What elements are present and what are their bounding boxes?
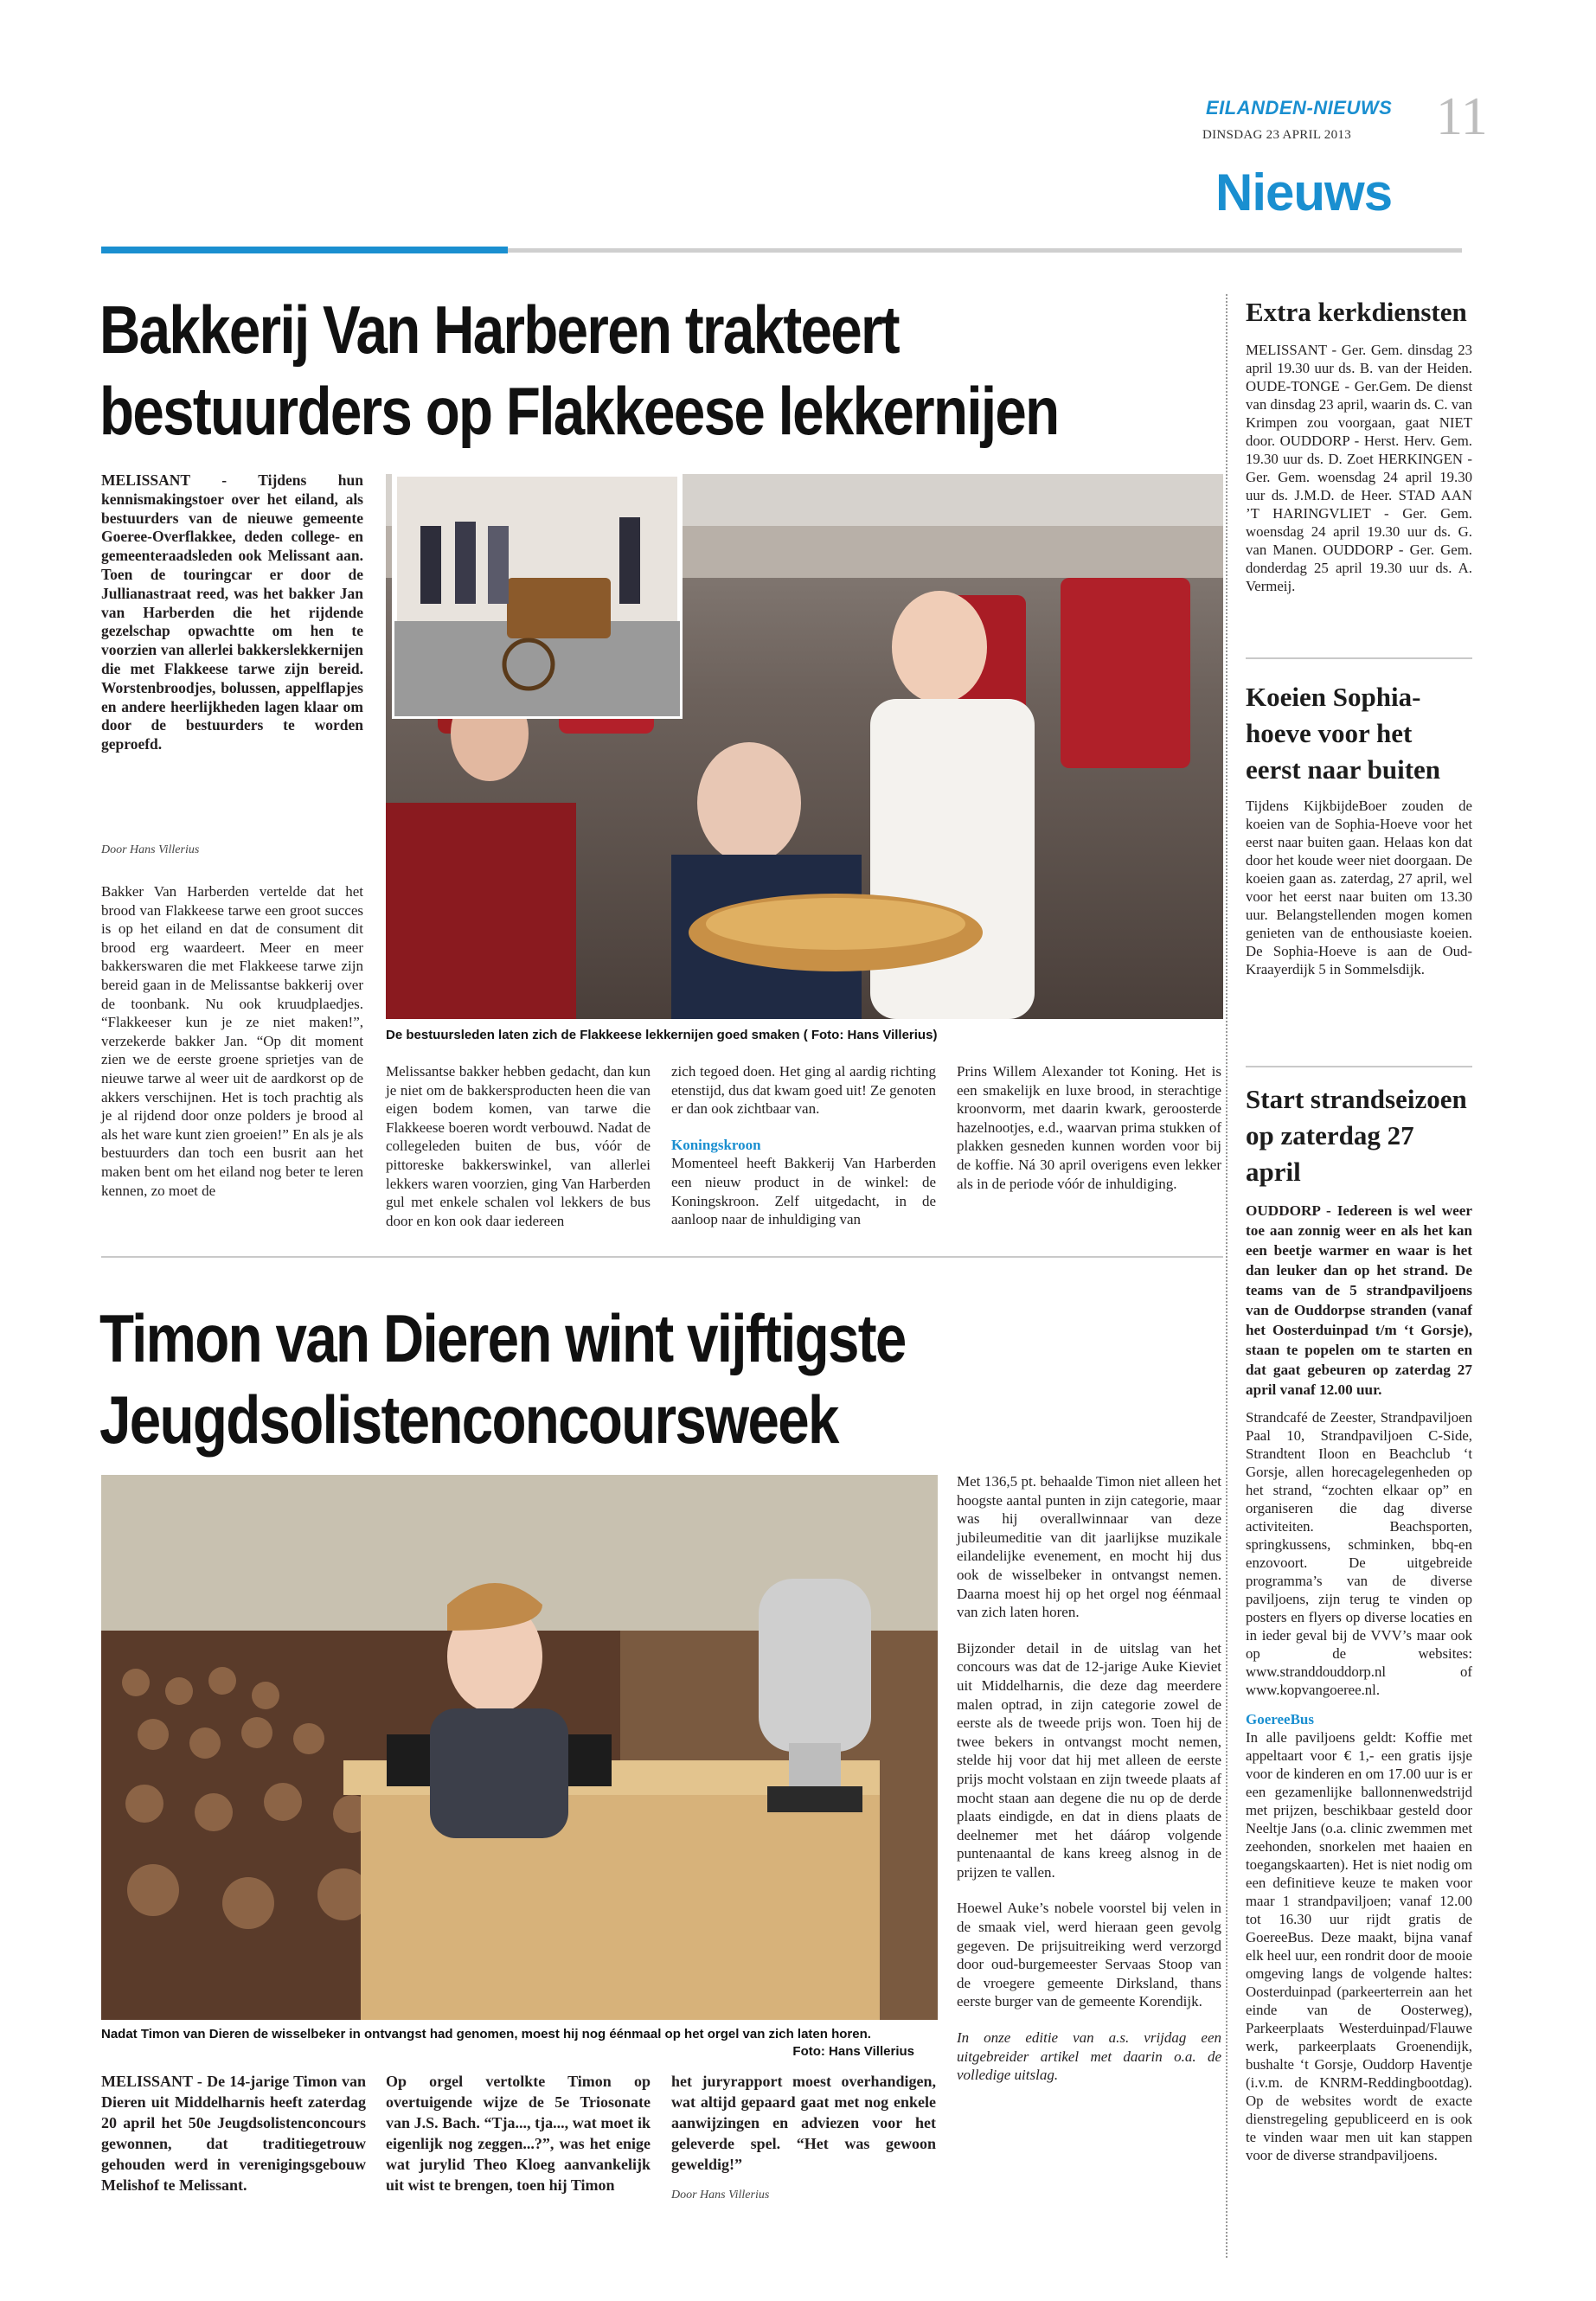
bus-photo xyxy=(386,474,1223,1019)
koeien-text: Tijdens KijkbijdeBoer zouden de koeien van de Sophia-Hoeve voor het eerst naar buiten gaan. Helaas kon dat door het koude weer niet doorgaan. De koeien gaan as. zaterdag, 27 april, wel voor het eerst naar buiten om 13.30 uur. Belangstellenden mogen komen genieten van de enthousiaste koeien. De Sophia-Hoeve is aan de Oud-Kraayerdijk 5 in Sommelsdijk. xyxy=(1246,798,1472,977)
article2-lead-col1: MELISSANT - De 14-jarige Timon van Dieren uit Middelharnis heeft zaterdag 20 april het 50e Jeugdsolistenconcours gewonnen, dat traditiegetrouw gehouden werd in verenigingsgebouw Melishof te Melissant. xyxy=(101,2073,366,2194)
paper-logo: EILANDEN-NIEUWS xyxy=(1206,97,1393,119)
article1-col4: Prins Willem Alexander tot Koning. Het is een smakelijk en luxe brood, in sterachtige kroonvorm, met daarin kwark, geroosterde hazelnootjes, e.d., waarvan prima stukken of plakken gesneden kunnen worden voor bij de koffie. Ná 30 april overigens even lekker als in de periode vóór de inhuldiging. xyxy=(957,1063,1221,1192)
goereebus-text: In alle paviljoens geldt: Koffie met appeltaart voor € 1,- een gratis ijsje voor de kinderen en om 17.00 uur is er een gezamenlijke ballonnenwedstrijd met prijzen, beschikbaar gesteld door Neeltje Jans (o.a. clinic zwemmen met zeehonden, snorkelen met haaien en toegangskaarten). Het is niet nodig om een definitieve keuze te maken voor maar 1 strandpaviljoen; vanaf 12.00 tot 16.30 uur rijdt gratis de GoereeBus. Deze maakt, bijna vanaf elk heel uur, een rondrit door de mooie omgeving langs de volgende haltes: Oosterduinpad (parkeerterrein aan het einde van de Oosterweg), Parkeerplaats Westerduinpad/Flauwe werk, parkeerplaats Groenendijk, bushalte ‘t Gorsje, Ouddorp Haventje (i.v.m. de KNRM-Reddingbootdag). Op de websites wordt de exacte dienstregeling gepubliceerd en is ook te vinden waar men uit kan stappen voor de diverse strandpaviljoens. xyxy=(1246,1729,1472,2163)
sidebar-strand xyxy=(1246,1081,1472,2164)
article2-lead-col2: Op orgel vertolkte Timon op overtuigende wijze de 5e Triosonate van J.S. Bach. “Tja..., tja..., wat moet ik eigenlijk nog zeggen...?”, was het enige wat jurylid Theo Kloeg aanvankelijk uit wist te brengen, toen hij Timon xyxy=(386,2073,651,2194)
kerkdiensten-title: Extra kerkdiensten xyxy=(1246,297,1467,327)
article1-col1: Bakker Van Harberden vertelde dat het brood van Flakkeese tarwe een groot succes is op het eiland en dat de consument dit brood erg waardeert. Meer en meer bakkerswaren die met Flakkeese tarwe zijn bereid gaan in de Melissantse bakkerij over de toonbank. Nu ook kruudplaedjes. “Flakkeeser kun je ze niet maken!”, verzekerde bakker Jan. “Op dit moment zien we de eerste groene sprietjes van de nieuwe tarwe al weer uit de aardkorst op de akkers verschijnen. Het is toch prachtig als je al rijdend door onze polders je brood al als het ware kunt zien groeien!” En als je als bestuurders dan toch een busrit aan het maken bent om het eiland nog beter te leren kennen, zo moet de xyxy=(101,883,363,1199)
article2-photo-credit: Foto: Hans Villerius xyxy=(792,2044,914,2059)
article2-photo-caption: Nadat Timon van Dieren de wisselbeker in ontvangst had genomen, moest hij nog éénmaal op het orgel van zich laten horen. Foto: Hans Villerius xyxy=(101,2027,914,2059)
koeien-title: Koeien Sophia-hoeve voor het eerst naar buiten xyxy=(1246,682,1441,785)
organ-photo-illustration xyxy=(101,1475,938,2020)
article2-headline: Timon van Dieren wint vijftigste Jeugdsolistenconcoursweek xyxy=(99,1300,906,1458)
bus-photo-illustration xyxy=(386,474,1223,1019)
sidebar-rule-2 xyxy=(1246,1066,1472,1067)
article1-col2: Melissantse bakker hebben gedacht, dan kun je niet om de bakkersproducten heen die van eigen bodem komen, van tarwe die Flakkeese boeren wordt verbouwd. Nadat de collegeleden buiten de bus, vóór de pittoreske bakkerswinkel, van allerlei lekkers waren voorzien, ging Van Harberden gul met enkele schalen vol lekkers de bus door en kon ook daar iedereen xyxy=(386,1063,651,1229)
sidebar-koeien xyxy=(1246,679,1472,978)
section-accent-bar xyxy=(101,247,508,253)
article1-lead: MELISSANT - Tijdens hun kennismakingstoer over het eiland, als bestuurders van de nieuwe gemeente Goeree-Overflakkee, deden college- en gemeenteraadsleden ook Melissant aan. Toen de touringcar er door de Jullianastraat reed, was het bakker Jan van Harberden die het rijdende gezelschap opwachtte om hen te voorzien van allerlei bakkerslekkernijen die met Flakkeese tarwe zijn bereid. Worstenbroodjes, bolussen, appelflapjes en andere heerlijkheden lagen klaar om door de bestuurders te worden geproefd. xyxy=(101,471,363,753)
article-separator xyxy=(101,1256,1223,1258)
article1-photo-caption: De bestuursleden laten zich de Flakkeese lekkernijen goed smaken ( Foto: Hans Villerius) xyxy=(386,1028,938,1042)
article2-lead-col3: het juryrapport moest overhandigen, wat altijd gepaard gaat met nog enkele aanwijzingen en adviezen voor het geleverde spel. “Het was gewoon geweldig!” Door Hans Villerius xyxy=(671,2073,936,2202)
strand-lead: OUDDORP - Iedereen is wel weer toe aan zonnig weer en als het kan een beetje warmer en waar is het dan leuker dan op het strand. De teams van de 5 strandpaviljoens van de Ouddorpse stranden (vanaf het Oosterduinpad t/m ‘t Gorsje), staan te popelen om te starten en dat gaat gebeuren op zaterdag 27 april vanaf 12.00 uur. xyxy=(1246,1202,1472,1398)
article1-col3: zich tegoed doen. Het ging al aardig richting etenstijd, dus dat kwam goed uit! Ze genoten er dan ook zichtbaar van. Koningskroon Momenteel heeft Bakkerij Van Harberden een nieuw product in de winkel: de Koningskroon. Zelf uitgedacht, in de aanloop naar de inhuldiging van xyxy=(671,1063,936,1228)
strand-text: Strandcafé de Zeester, Strandpaviljoen Paal 10, Strandpaviljoen C-Side, Strandtent Iloon en Beachclub ‘t Gorsje, allen horecagelegenheden op het strand, “zochten elkaar op” en organiseren die dag diverse activiteiten. Beachsporten, springkussens, schminken, bbq-en enzovoort. De uitgebreide programma’s van de diverse paviljoens, zijn terug te vinden op posters en flyers op diverse locaties en in ieder geval bij de VVV’s maar ook op de websites: www.stranddouddorp.nl of www.kopvangoeree.nl. xyxy=(1246,1409,1472,1698)
strand-title: Start strandseizoen op zaterdag 27 april xyxy=(1246,1084,1467,1187)
sidebar-kerkdiensten xyxy=(1246,294,1472,595)
sidebar-rule-1 xyxy=(1246,657,1472,659)
article2-byline: Door Hans Villerius xyxy=(671,2189,770,2202)
article2-right-col: Met 136,5 pt. behaalde Timon niet alleen het hoogste aantal punten in zijn categorie, maar was hij overallwinnaar van deze jubileumeditie van dit jaarlijkse muzikale eilandelijke evenement, en mocht hij dus ook de wisselbeker in ontvangst nemen. Daarna moest hij op het orgel nog éénmaal van zich laten horen. Bijzonder detail in de uitslag van het concours was dat de 12-jarige Auke Kieviet uit Middelharnis, die deze dag meerdere malen optrad, in zijn categorie zowel de eerste als de tweede prijs won. Toen hij de twee bekers in ontvangst mocht nemen, stelde hij voor dat hij met alleen de eerste prijs mocht volstaan en zijn tweede plaats af mocht staan aan degene die nu op de derde plaats eindigde, en dat in diens plaats de deelnemer met het dáárop volgende puntenaantal de kans kreeg alsnog in de prijzen te vallen. Hoewel Auke’s nobele voorstel bij velen in de smaak viel, werd hieraan geen gevolg gegeven. De prijsuitreiking werd verzorgd door oud-burgemeester Servaas Stoop van de vroegere gemeente Dirksland, thans eerste burger van de gemeente Korendijk. In onze editie van a.s. vrijdag een uitgebreider artikel met daarin o.a. de volledige uitslag. xyxy=(957,1473,1221,2084)
article1-subhead: Koningskroon xyxy=(671,1136,761,1153)
organ-photo xyxy=(101,1475,938,2020)
article1-headline: Bakkerij Van Harberen trakteert bestuurders op Flakkeese lekkernijen xyxy=(99,292,1059,449)
page-number: 11 xyxy=(1436,87,1488,146)
section-rule xyxy=(508,248,1462,253)
goereebus-subhead: GoereeBus xyxy=(1246,1711,1315,1727)
kerkdiensten-text: MELISSANT - Ger. Gem. dinsdag 23 april 19.30 uur ds. B. van der Heiden. OUDE-TONGE - Ger.Gem. De dienst van dinsdag 23 april, waarin ds. C. van Krimpen zou voorgaan, gaat NIET door. OUDDORP - Herst. Herv. Gem. 19.30 uur ds. D. Zoet HERKINGEN - Ger. Gem. woensdag 24 april 19.30 uur ds. J.M.D. de Heer. STAD AAN ’T HARINGVLIET - Ger. Gem. woensdag 24 april 19.30 uur ds. G. van Manen. OUDDORP - Ger. Gem. donderdag 25 april 19.30 uur ds. A. Vermeij. xyxy=(1246,342,1472,594)
section-title: Nieuws xyxy=(1215,163,1393,221)
sidebar-divider xyxy=(1226,294,1227,2258)
article1-byline: Door Hans Villerius xyxy=(101,843,200,856)
issue-date: DINSDAG 23 APRIL 2013 xyxy=(1202,128,1352,142)
